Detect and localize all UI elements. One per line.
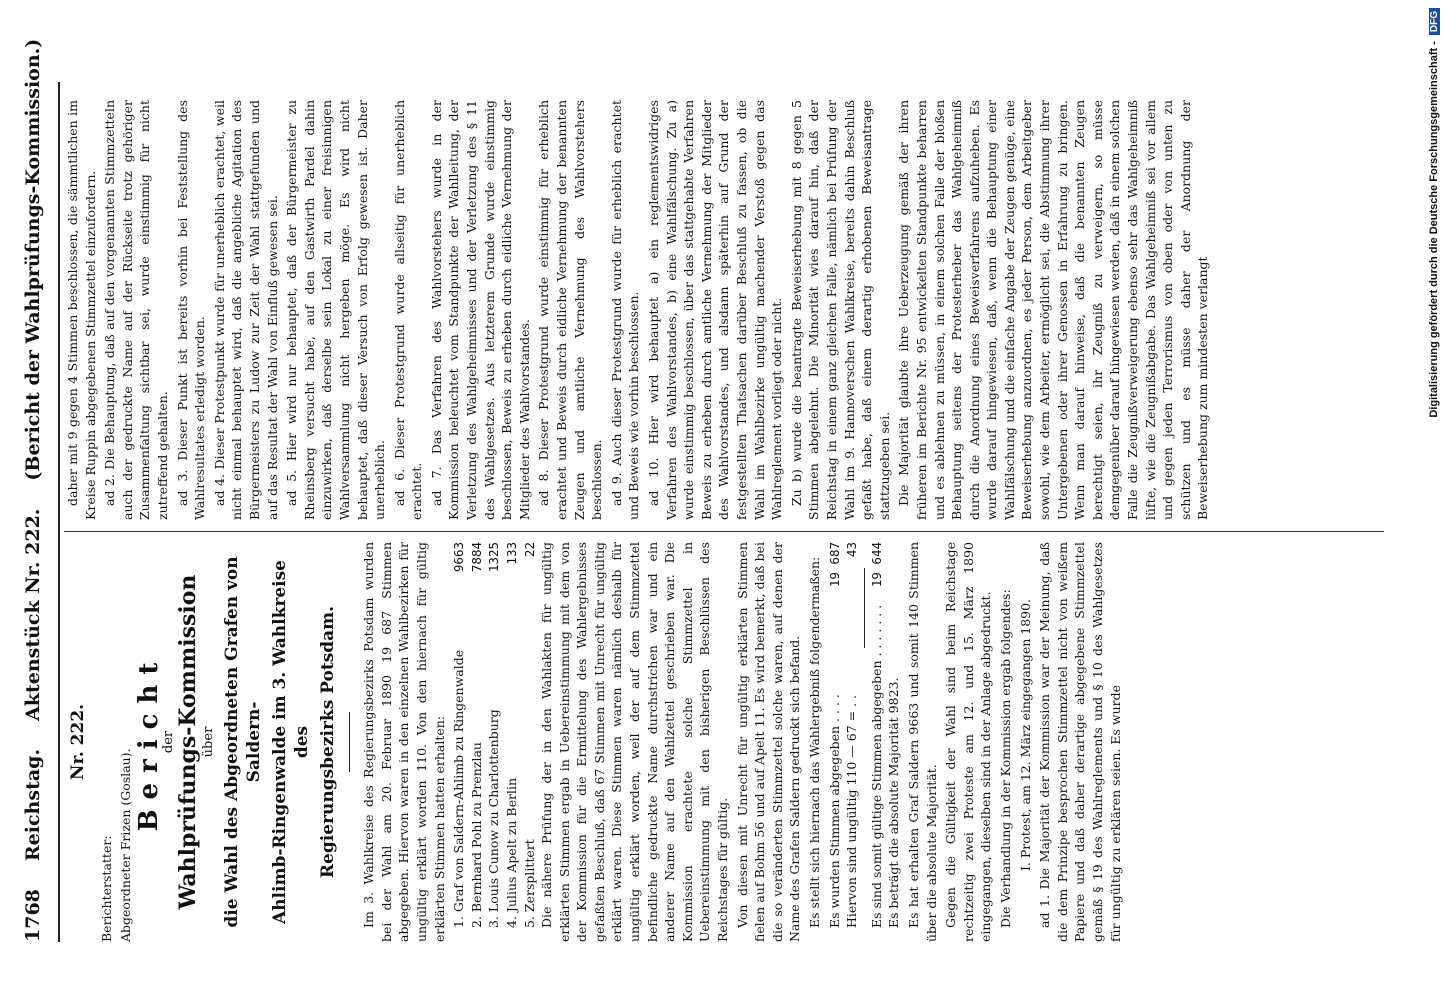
paragraph: ad 9. Auch dieser Protestgrund wurde für erheblich erachtet und Beweis wie vorhin beschlossen. [608,100,642,520]
left-column [64,542,1126,942]
result-row: 5. Zersplittert 22 [521,542,537,928]
der-label: der [161,730,177,754]
document-number: Aktenstück Nr. 222. [22,508,44,721]
paragraph: ad 3. Dieser Punkt ist bereits vorhin bei Feststellung des Wahlresultates erledigt worden. [174,100,208,520]
tally-rule [864,568,865,648]
paragraph: daher mit 9 gegen 4 Stimmen beschlossen, die sämmtlichen im Kreise Ruppin abgegebenen Stimmzettel einzufordern. [65,100,98,520]
credit-text: Digitalisierung gefördert durch die Deutsche Forschungsgemeinschaft - [1428,41,1440,418]
parliament-label: Reichstag. [22,748,44,862]
paragraph: Es hat erhalten Graf Saldern 9663 und somit 140 Stimmen über die absolute Majorität. [905,542,939,942]
title-divider [349,712,350,772]
paragraph: ad 2. Die Behauptung, daß auf den vorgenannten Stimmzetteln auch der gedruckte Name auf der Rückseite trotz gehöriger Zusammenfaltung sichtbar sei, wurde einstimmig für nicht zutreffend gehalten. [102,100,170,520]
paragraph: ad 5. Hier wird nur behauptet, daß der Bürgermeister zu Rheinsberg versucht habe, auf den Gastwirth Pardel dahin einzuwirken, daß derselbe sein Lokal zu einer freisinnigen Wahlversammlung nicht hergeben möge. Es wird nicht behauptet, daß dieser Versuch von Erfolg gewesen ist. Daher unerheblich. [284,100,388,520]
report-number: Nr. 222. [68,703,88,781]
paragraph: ad 8. Dieser Protestgrund wurde einstimmig für erheblich erachtet und Beweis durch eidliche Vernehmung der benannten Zeugen und amtliche Vernehmung des Wahlvorstehers beschlossen. [536,100,605,520]
paragraph: Im 3. Wahlkreise des Regierungsbezirks Potsdam wurden bei der Wahl am 20. Februar 1890 19 687 Stimmen abgegeben. Hiervon waren in den einzelnen Wahlbezirken für ungültig erklärt worden 110. Von den hiernach für gültig erklärten Stimmen hatten erhalten: [361,542,447,942]
paragraph: ad 4. Dieser Protestpunkt wurde für unerheblich erachtet, weil nicht einmal behauptet wird, daß die angebliche Agitation des Bürgermeisters zu Ludow zur Zeit der Wahl stattgefunden und auf das Resultat der Wahl von Einfluß gewesen sei. [211,100,280,520]
column-divider [64,531,1384,532]
paragraph: Zu b) wurde die beantragte Beweiserhebung mit 8 gegen 5 Stimmen abgelehnt. Die Minorität wies darauf hin, daß der Reichstag in einem ganz gleichen Falle, nämlich bei Prüfung der Wahl im 9. Hannoverschen Wahlkreise, bereits dahin Beschluß gefaßt habe, daß einem derartig erhobenen Beweisantrage stattzugeben sei. [788,100,892,520]
paragraph: Die nähere Prüfung der in den Wahlakten für ungültig erklärten Stimmen ergab in Uebereinstimmung mit dem von der Kommission für die Ermittelung des Wahlergebnisses gefaßten Beschluß, daß 67 Stimmen mit Unrecht für ungültig erklärt waren. Diese Stimmen waren nämlich deshalb für ungültig erklärt worden, weil der auf dem Stimmzettel befindliche gedruckte Name durchstrichen war und ein anderer Name auf den Wahlzettel geschrieben war. Die Kommission erachtete solche Stimmzettel in Uebereinstimmung mit den bisherigen Beschlüssen des Reichstages für gültig. [539,542,731,942]
running-title: (Bericht der Wahlprüfungs-Kommission.) [22,38,44,481]
report-title-line-1: die Wahl des Abgeordneten Grafen von Saldern- [222,556,265,928]
digitization-credit [1408,8,1440,988]
tally-row: Es wurden Stimmen abgegeben . . . . 19 687 [826,542,842,928]
paragraph: Die Majorität glaubte ihre Ueberzeugung gemäß der ihren früheren im Berichte Nr. 95 entwickelten Standpunkte beharren und es ablehnen zu müssen, in einem solchen Falle der bloßen Behauptung seitens der Protesterheber das Wahlgeheimniß durch die Anordnung eines Beweisverfahrens aufzuheben. Es wurde darauf hingewiesen, daß, wenn die Behauptung einer Wahlfälschung und die einfache Angabe der Zeugen genüge, eine Beweiserhebung anzuordnen, es jeder Person, dem Arbeitgeber sowohl, wie dem Arbeiter, ermöglicht sei, die Abstimmung ihrer Untergebenen oder ihrer Genossen in Erfahrung zu bringen. Wenn man darauf hinweise, daß die benannten Zeugen berechtigt seien, ihr Zeugniß zu verweigern, so müsse demgegenüber darauf hingewiesen werden, daß in einem solchen Falle die Zeugnißverweigerung ebenso sehr das Wahlgeheimniß lüfte, wie die Zeugnißabgabe. Das Wahlgeheimniß sei vor allem und gegen jeden Terrorismus von oben oder von unten zu schützen und es müsse daher der Anordnung der Beweiserhebung zum mindesten verlangt [896,100,1211,520]
commission-heading: Wahlprüfungs-Kommission [174,574,201,910]
tally-row: Hiervon sind ungültig 110 — 67 = . . 43 [844,542,860,928]
reporter-name: Abgeordneter Frizen (Goslau). [118,748,134,942]
result-row: 1. Graf von Saldern-Ahlimb zu Ringenwalde 9663 [451,542,467,928]
right-column [64,100,1214,520]
paragraph: Von diesen mit Unrecht für ungültig erklärten Stimmen fielen auf Bohm 56 und auf Apelt 11. Es wird bemerkt, daß bei die so veränderten Stimmzettel solche waren, auf denen der Name des Grafen Saldern gedruckt sich befand. [734,542,803,942]
paragraph: Gegen die Gültigkeit der Wahl sind beim Reichstage rechtzeitig zwei Proteste am 12. und 15. März 1890 eingegangen, dieselben sind in der Anlage abgedruckt. [943,542,994,942]
tally-list [826,542,886,942]
result-row: 3. Louis Cunow zu Charlottenburg 1325 [486,542,502,928]
page-number: 1768 [22,889,44,942]
scanned-page [4,38,1424,982]
paragraph: Es beträgt die absolute Majorität 9823. [886,677,902,928]
reporter-label: Berichterstatter: [98,835,114,942]
bericht-heading: Bericht [133,652,164,832]
paragraph: Es stellt sich hiernach das Wahlergebniß folgendermaßen: [807,556,822,928]
ueber-label: über [200,726,216,758]
results-list [450,542,538,942]
paragraph: Die Verhandlung in der Kommission ergab folgendes: [997,589,1013,928]
page-header [22,38,60,942]
tally-row: Es sind somit gültige Stimmen abgegeben . . . . . . . 19 644 [868,542,884,928]
paragraph: ad 6. Dieser Protestgrund wurde allseitig für unerheblich erachtet. [391,100,425,520]
report-title-line-2: Ahlimb-Ringenwalde im 3. Wahlkreise des [270,560,313,925]
paragraph: ad 10. Hier wird behauptet a) ein reglementswidriges Verfahren des Wahlvorstandes, b) eine Wahlfälschung. Zu a) wurde einstimmig beschlossen, über das stattgehabte Verfahren Beweis zu erheben durch amtliche Vernehmung der Mitglieder des Wahlvorstandes, und alsdann späterhin auf Grund der festgestellten Thatsachen darüber Beschluß zu fassen, ob die Wahl im Wahlbezirke ungültig machender Verstoß gegen das Wahlreglement vorliegt oder nicht. [646,100,785,520]
result-row: 2. Bernhard Pohl zu Prenzlau 7884 [468,542,484,928]
report-title-line-3: Regierungsbezirks Potsdam. [318,605,339,879]
protest-heading: I. Protest, am 12. März eingegangen 1890. [1017,598,1033,872]
result-row: 4. Julius Apelt zu Berlin 133 [503,542,519,928]
paragraph: ad 7. Das Verfahren des Wahlvorstehers wurde in der Kommission beleuchtet vom Standpunkte der Wahlleitung, der Verletzung des Wahlgeheimnisses und der Verletzung des § 11 des Wahlgesetzes. Aus letzterem Grunde wurde einstimmig beschlossen, Beweis zu erheben durch eidliche Vernehmung der Mitglieder des Wahlvorstandes. [428,100,532,520]
dfg-logo: DFG [1429,8,1440,35]
paragraph: ad 1. Die Majorität der Kommission war der Meinung, daß die dem Prinzipe besprochen Stimmzettel nicht von weißem Papiere und daß daher derartige abgegebene Stimmzettel gemäß § 19 des Wahlreglements und § 10 des Wahlgesetzes für ungültig zu erklären seien. Es wurde [1037,542,1123,942]
